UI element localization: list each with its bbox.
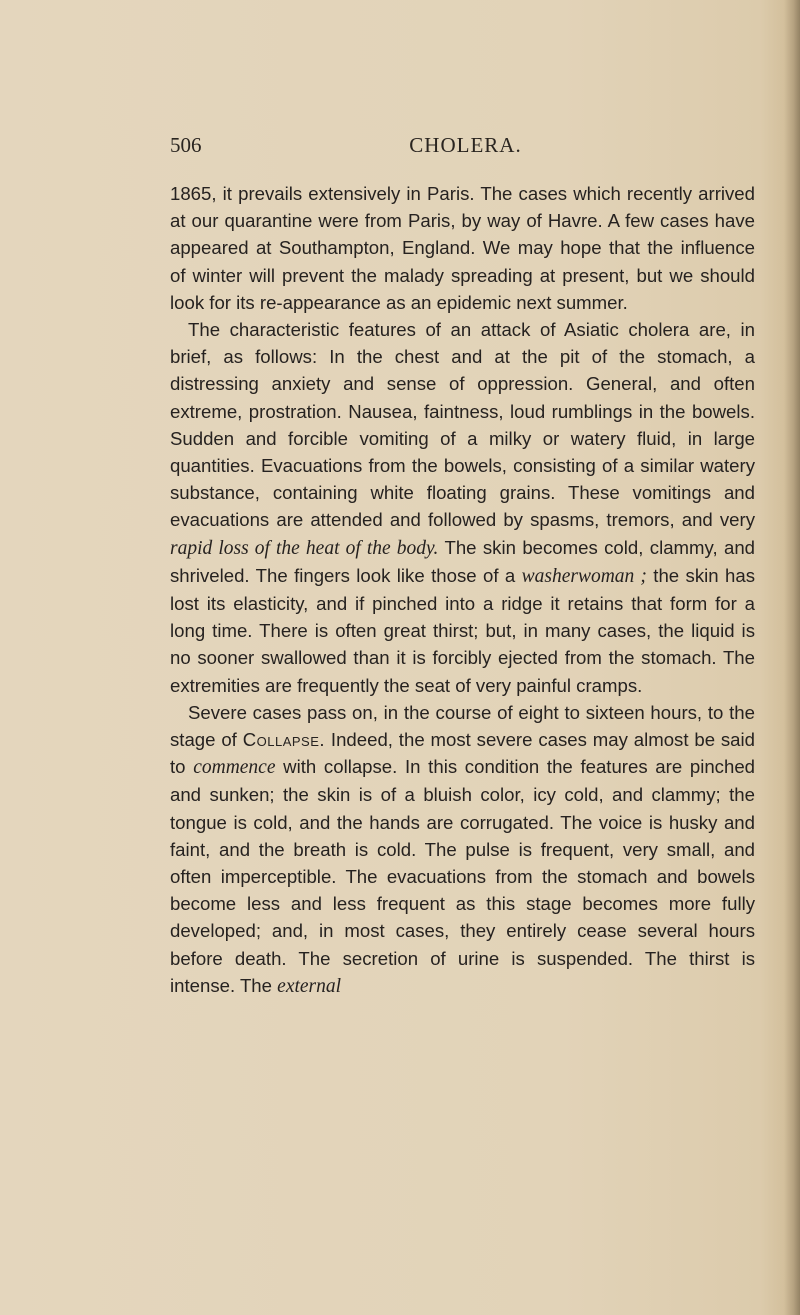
- paragraph-3: [170, 699, 755, 1000]
- italic-phrase-washerwoman: washerwoman ;: [521, 565, 647, 587]
- page-number: 506: [170, 133, 202, 157]
- paragraph-2-text-a: The characteristic features of an attack of Asiatic cholera are, in brief, as follows: In the chest and at the pit of the stomach, a distressing anxiety and sense of oppression. General, and often extreme, prostration. Nausea, faintness, loud rumblings in the bowels. Sudden and forcible vomiting of a milky or watery fluid, in large quantities. Evacuations from the bowels, consisting of a similar watery substance, containing white floating grains. These vomitings and evacuations are attended and followed by spasms, tremors, and very: [170, 319, 755, 531]
- running-title: CHOLERA.: [409, 133, 522, 157]
- page-edge-shadow: [784, 0, 800, 1315]
- body-text: [170, 180, 755, 1000]
- paragraph-3-text-a: Severe cases pass on, in the course of eight to sixteen hours, to the stage of: [170, 701, 755, 751]
- paragraph-3-text-c: with collapse. In this condition the features are pinched and sunken; the skin is of a bluish color, icy cold, and clammy; the tongue is cold, and the hands are corrugated. The voice is husky and faint, and the breath is cold. The pulse is frequent, very small, and often imperceptible. The evacuations from the stomach and bowels become less and less frequent as this stage becomes more fully developed; and, in most cases, they entirely cease several hours before death. The secretion of urine is suspended. The thirst is intense. The: [170, 756, 755, 996]
- paragraph-1: [170, 180, 755, 316]
- italic-word-external: external: [277, 975, 342, 997]
- paragraph-2: [170, 316, 755, 699]
- page-header: [170, 128, 755, 162]
- paragraph-2-text-b: The skin becomes cold, clammy, and shriveled. The fingers look like those of a: [170, 536, 756, 586]
- paragraph-3-text-b: Indeed, the most severe cases may almost be said to: [170, 729, 755, 778]
- small-caps-collapse: Collapse.: [242, 729, 326, 751]
- italic-phrase-heat-loss: rapid loss of the heat of the body.: [170, 537, 439, 559]
- italic-word-commence: commence: [193, 757, 276, 779]
- paragraph-2-text-c: the skin has lost its elasticity, and if pinched into a ridge it retains that form for a long time. There is often great thirst; but, in many cases, the liquid is no sooner swallowed than it is forcibly ejected from the stomach. The extremities are frequently the seat of very painful cramps.: [170, 564, 755, 696]
- paragraph-1-text: 1865, it prevails extensively in Paris. The cases which recently arrived at our quarantine were from Paris, by way of Havre. A few cases have appeared at Southampton, England. We may hope that the influence of winter will prevent the malady spreading at present, but we should look for its re-appearance as an epidemic next summer.: [170, 183, 755, 313]
